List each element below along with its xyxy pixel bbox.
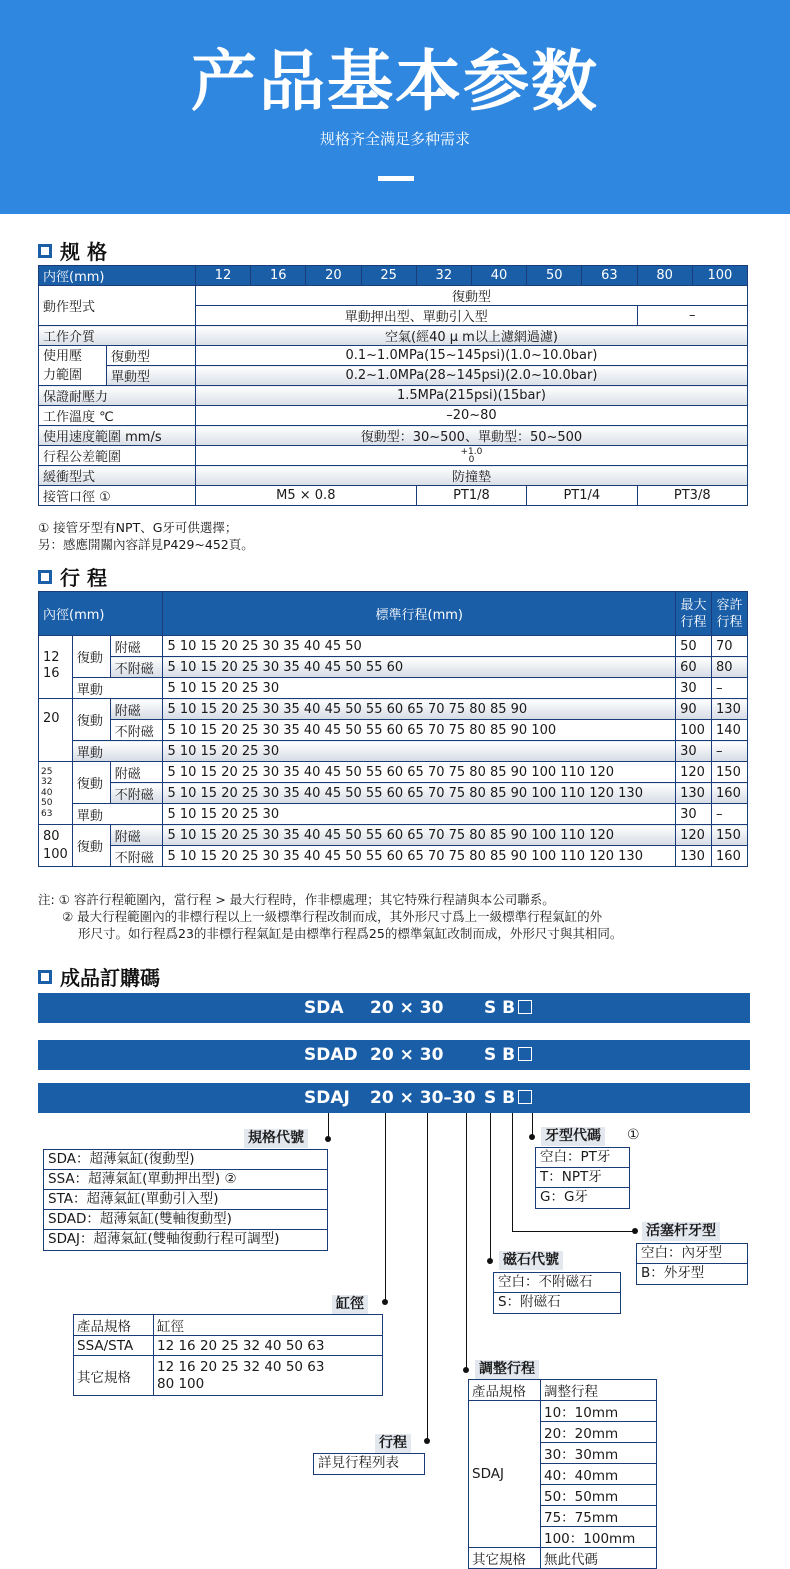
page-title: 产品基本参数 bbox=[191, 43, 599, 120]
spec-row-temp: 工作溫度 ℃ –20~80 bbox=[39, 406, 748, 426]
stroke-row: 不附磁 5 10 15 20 25 30 35 40 45 50 55 60 60 80 bbox=[39, 657, 748, 678]
connector-line bbox=[512, 1113, 513, 1231]
bullet-dot-icon bbox=[463, 1367, 469, 1373]
hero-banner bbox=[0, 0, 790, 214]
square-bullet-icon bbox=[38, 970, 52, 984]
spec-table bbox=[38, 265, 748, 506]
order-code-bar-sdad: SDAD 20 × 30 S B bbox=[38, 1040, 750, 1070]
stroke-row: 25 32 40 50 63 復動 附磁 5 10 15 20 25 30 35 40 45 50 55 60 65 70 75 80 85 90 100 110 120 120 150 bbox=[39, 762, 748, 783]
checkbox-icon bbox=[518, 1090, 532, 1104]
checkbox-icon bbox=[518, 1047, 532, 1061]
order-section-title: 成品訂購碼 bbox=[38, 962, 160, 991]
stroke-ref-box: 詳見行程列表 bbox=[313, 1453, 425, 1475]
spec-row-pressure-double: 使用壓 力範圍 復動型 0.1~1.0MPa(15~145psi)(1.0~10.0bar) bbox=[39, 346, 748, 366]
connector-line bbox=[427, 1113, 428, 1441]
rod-thread-label: 活塞杆牙型 bbox=[642, 1222, 720, 1241]
bullet-dot-icon bbox=[487, 1258, 493, 1264]
connector-line bbox=[385, 1113, 386, 1302]
bore-label: 缸徑 bbox=[332, 1295, 368, 1314]
bullet-dot-icon bbox=[632, 1228, 638, 1234]
stroke-section-title: 行 程 bbox=[38, 562, 107, 591]
checkbox-icon bbox=[518, 1000, 532, 1014]
spec-row-pressure-single: 單動型 0.2~1.0MPa(28~145psi)(2.0~10.0bar) bbox=[39, 366, 748, 386]
spec-row-action: 動作型式 復動型 bbox=[39, 286, 748, 306]
stroke-row: 12 16 復動 附磁 5 10 15 20 25 30 35 40 45 50 50 70 bbox=[39, 636, 748, 657]
title-divider bbox=[378, 176, 414, 181]
spec-header-row: 内徑(mm) 12 16 20 25 32 40 50 63 80 100 bbox=[39, 266, 748, 286]
stroke-row: 不附磁 5 10 15 20 25 30 35 40 45 50 55 60 65 70 75 80 85 90 100 110 120 130 130 160 bbox=[39, 783, 748, 804]
spec-row-action-single: 單動押出型、單動引入型 – bbox=[39, 306, 748, 326]
stroke-notes: 注: ① 容許行程範圍內，當行程 > 最大行程時，作非標處理；其它特殊行程請與本公司聯系。 ② 最大行程範圍內的非標行程以上一級標準行程改制而成，其外形尺寸爲上一級標準行程氣缸的外 形尺寸。如行程爲23的非標行程氣缸是由標準行程爲25的標準氣缸改制而成，外形尺寸與其相同。 bbox=[38, 892, 623, 941]
spec-row-tolerance: 行程公差範圍 +1.0 0 bbox=[39, 446, 748, 466]
connector-line bbox=[466, 1113, 467, 1370]
stroke-row: 80 100 復動 附磁 5 10 15 20 25 30 35 40 45 50 55 60 65 70 75 80 85 90 100 110 120 120 150 bbox=[39, 825, 748, 846]
stroke-row: 不附磁 5 10 15 20 25 30 35 40 45 50 55 60 65 70 75 80 85 90 100 100 140 bbox=[39, 720, 748, 741]
stroke-table bbox=[38, 591, 748, 867]
stroke-row: 單動 5 10 15 20 25 30 30 – bbox=[39, 741, 748, 762]
adjust-stroke-table: 產品規格 調整行程 SDAJ 10：10mm 20：20mm 30：30mm 40：40mm 50：50mm 75：75mm 100：100mm 其它規格 無此代碼 bbox=[468, 1379, 657, 1569]
square-bullet-icon bbox=[38, 244, 52, 258]
spec-row-cushion: 緩衝型式 防撞墊 bbox=[39, 466, 748, 486]
spec-row-medium: 工作介質 空氣(經40 μ m以上濾網過濾) bbox=[39, 326, 748, 346]
stroke-row: 單動 5 10 15 20 25 30 30 – bbox=[39, 678, 748, 699]
bullet-dot-icon bbox=[529, 1134, 535, 1140]
bore-table: 產品規格 缸徑 SSA/STA 12 16 20 25 32 40 50 63 其它規格 12 16 20 25 32 40 50 63 80 100 bbox=[73, 1314, 383, 1396]
model-code-label: 規格代號 bbox=[244, 1129, 308, 1148]
spec-row-speed: 使用速度範圍 mm/s 復動型：30~500、單動型：50~500 bbox=[39, 426, 748, 446]
model-code-list: SDA：超薄氣缸(復動型) SSA：超薄氣缸(單動押出型) ② STA：超薄氣缸(單動引入型) SDAD：超薄氣缸(雙軸復動型) SDAJ：超薄氣缸(雙軸復動行程可調型) bbox=[43, 1149, 328, 1251]
spec-notes: ① 接管牙型有NPT、G牙可供選擇； 另：感應開關內容詳見P429~452頁。 bbox=[38, 520, 254, 552]
stroke-header-row: 內徑(mm) 標準行程(mm) 最大 行程 容許 行程 bbox=[39, 592, 748, 636]
spec-row-proof: 保證耐壓力 1.5MPa(215psi)(15bar) bbox=[39, 386, 748, 406]
thread-code-label: 牙型代碼 bbox=[541, 1127, 605, 1146]
bullet-dot-icon bbox=[325, 1136, 331, 1142]
spec-section-title: 规 格 bbox=[38, 236, 107, 265]
spec-row-port: 接管口徑 ① M5 × 0.8 PT1/8 PT1/4 PT3/8 bbox=[39, 486, 748, 506]
stroke-row: 不附磁 5 10 15 20 25 30 35 40 45 50 55 60 65 70 75 80 85 90 100 110 120 130 130 160 bbox=[39, 846, 748, 867]
page-subtitle: 规格齐全满足多种需求 bbox=[319, 130, 470, 148]
rod-thread-list: 空白：內牙型 B：外牙型 bbox=[636, 1243, 748, 1285]
bullet-dot-icon bbox=[424, 1438, 430, 1444]
order-code-bar-sda: SDA 20 × 30 S B bbox=[38, 993, 750, 1023]
connector-line bbox=[512, 1231, 634, 1232]
magnet-code-list: 空白：不附磁石 S：附磁石 bbox=[493, 1272, 621, 1314]
connector-line bbox=[490, 1113, 491, 1261]
adjust-stroke-label: 調整行程 bbox=[475, 1360, 539, 1379]
magnet-code-label: 磁石代號 bbox=[499, 1251, 563, 1270]
order-code-bar-sdaj: SDAJ 20 × 30–30 S B bbox=[38, 1083, 750, 1113]
stroke-row: 20 復動 附磁 5 10 15 20 25 30 35 40 45 50 55 60 65 70 75 80 85 90 90 130 bbox=[39, 699, 748, 720]
stroke-label: 行程 bbox=[375, 1434, 411, 1453]
bullet-dot-icon bbox=[382, 1299, 388, 1305]
stroke-row: 單動 5 10 15 20 25 30 30 – bbox=[39, 804, 748, 825]
thread-code-list: 空白：PT牙 T：NPT牙 G：G牙 bbox=[535, 1147, 630, 1209]
square-bullet-icon bbox=[38, 570, 52, 584]
